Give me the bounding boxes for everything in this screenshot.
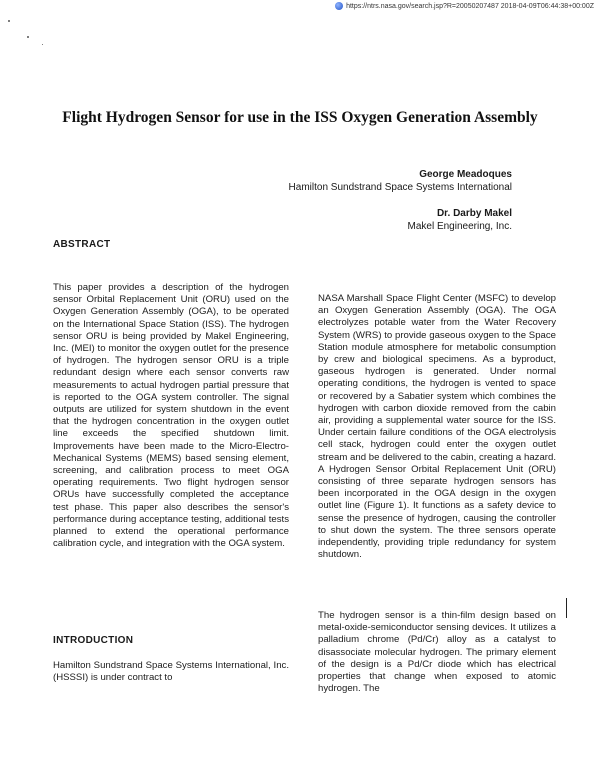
author-block-2 xyxy=(407,207,512,233)
globe-icon xyxy=(335,2,343,10)
scan-speck-icon xyxy=(42,44,43,45)
scan-speck-icon xyxy=(27,36,29,38)
abstract-text: This paper provides a description of the hydrogen sensor Orbital Replacement Unit (ORU) used on the Oxygen Generation Assembly (OGA), to be operated on the International Space Station (ISS). The hydrogen sensor ORU is being provided by Makel Engineering, Inc. (MEI) to monitor the oxygen outlet for the presence of hydrogen. The hydrogen sensor ORU is a triple redundant design where each sensor converts raw measurements to actual hydrogen partial pressure that is reported to the OGA system controller. The signal outputs are utilized for system shutdown in the event that the hydrogen concentration in the oxygen outlet line exceeds the specified shutdown limit. Improvements have been made to the Micro-Electro-Mechanical Systems (MEMS) based sensing element, screening, and calibration process to meet OGA operating requirements. Two flight hydrogen sensor ORUs have successfully completed the acceptance test phase. This paper also describes the sensor's performance during acceptance testing, additional tests planned to extend the operational performance calibration cycle, and integration with the OGA system. xyxy=(53,282,289,550)
introduction-text-right: NASA Marshall Space Flight Center (MSFC) to develop an Oxygen Generation Assembly (OGA). The OGA electrolyzes potable water from the Water Recovery System (WRS) to provide gaseous oxygen to the Space Station module atmosphere for metabolic consumption by crew and biological specimens. As a byproduct, gaseous hydrogen is generated. Under normal operating conditions, the hydrogen is vented to space or recovered by a Sabatier system which combines the hydrogen with carbon dioxide removed from the cabin air, providing a supplemental water source for the ISS. Under certain failure conditions of the OGA electrolysis cell stack, hydrogen could enter the oxygen outlet stream and be delivered to the cabin, creating a hazard. A Hydrogen Sensor Orbital Replacement Unit (ORU) consisting of three separate hydrogen sensors has been incorporated in the OGA design in the oxygen outlet line (Figure 1). It functions as a safety device to sense the presence of hydrogen, causing the controller to shut down the system. The three sensors operate independently, providing triple redundancy for system shutdown. xyxy=(318,293,556,561)
sensor-description-text: The hydrogen sensor is a thin-film design based on metal-oxide-semiconductor sensing devices. It utilizes a palladium chrome (Pd/Cr) alloy as a catalyst to disassociate molecular hydrogen. The primary element of the design is a Pd/Cr diode which has electrical properties that change when exposed to atomic hydrogen. The xyxy=(318,610,556,695)
source-url-bar[interactable] xyxy=(335,2,594,10)
author-affiliation: Makel Engineering, Inc. xyxy=(407,221,512,232)
author-name: Dr. Darby Makel xyxy=(436,208,512,219)
author-block-1 xyxy=(289,168,512,194)
paper-title: Flight Hydrogen Sensor for use in the ISS Oxygen Generation Assembly xyxy=(62,109,538,126)
introduction-heading: INTRODUCTION xyxy=(53,635,134,646)
author-affiliation: Hamilton Sundstrand Space Systems International xyxy=(288,182,512,193)
source-url[interactable]: https://ntrs.nasa.gov/search.jsp?R=20050207487 2018-04-09T06:44:38+00:00Z xyxy=(346,2,594,10)
scan-speck-icon xyxy=(8,20,10,22)
author-name: George Meadoques xyxy=(419,169,512,180)
introduction-text-left: Hamilton Sundstrand Space Systems International, Inc. (HSSSI) is under contract to xyxy=(53,660,289,684)
margin-change-bar xyxy=(566,598,567,618)
abstract-heading: ABSTRACT xyxy=(53,239,111,250)
